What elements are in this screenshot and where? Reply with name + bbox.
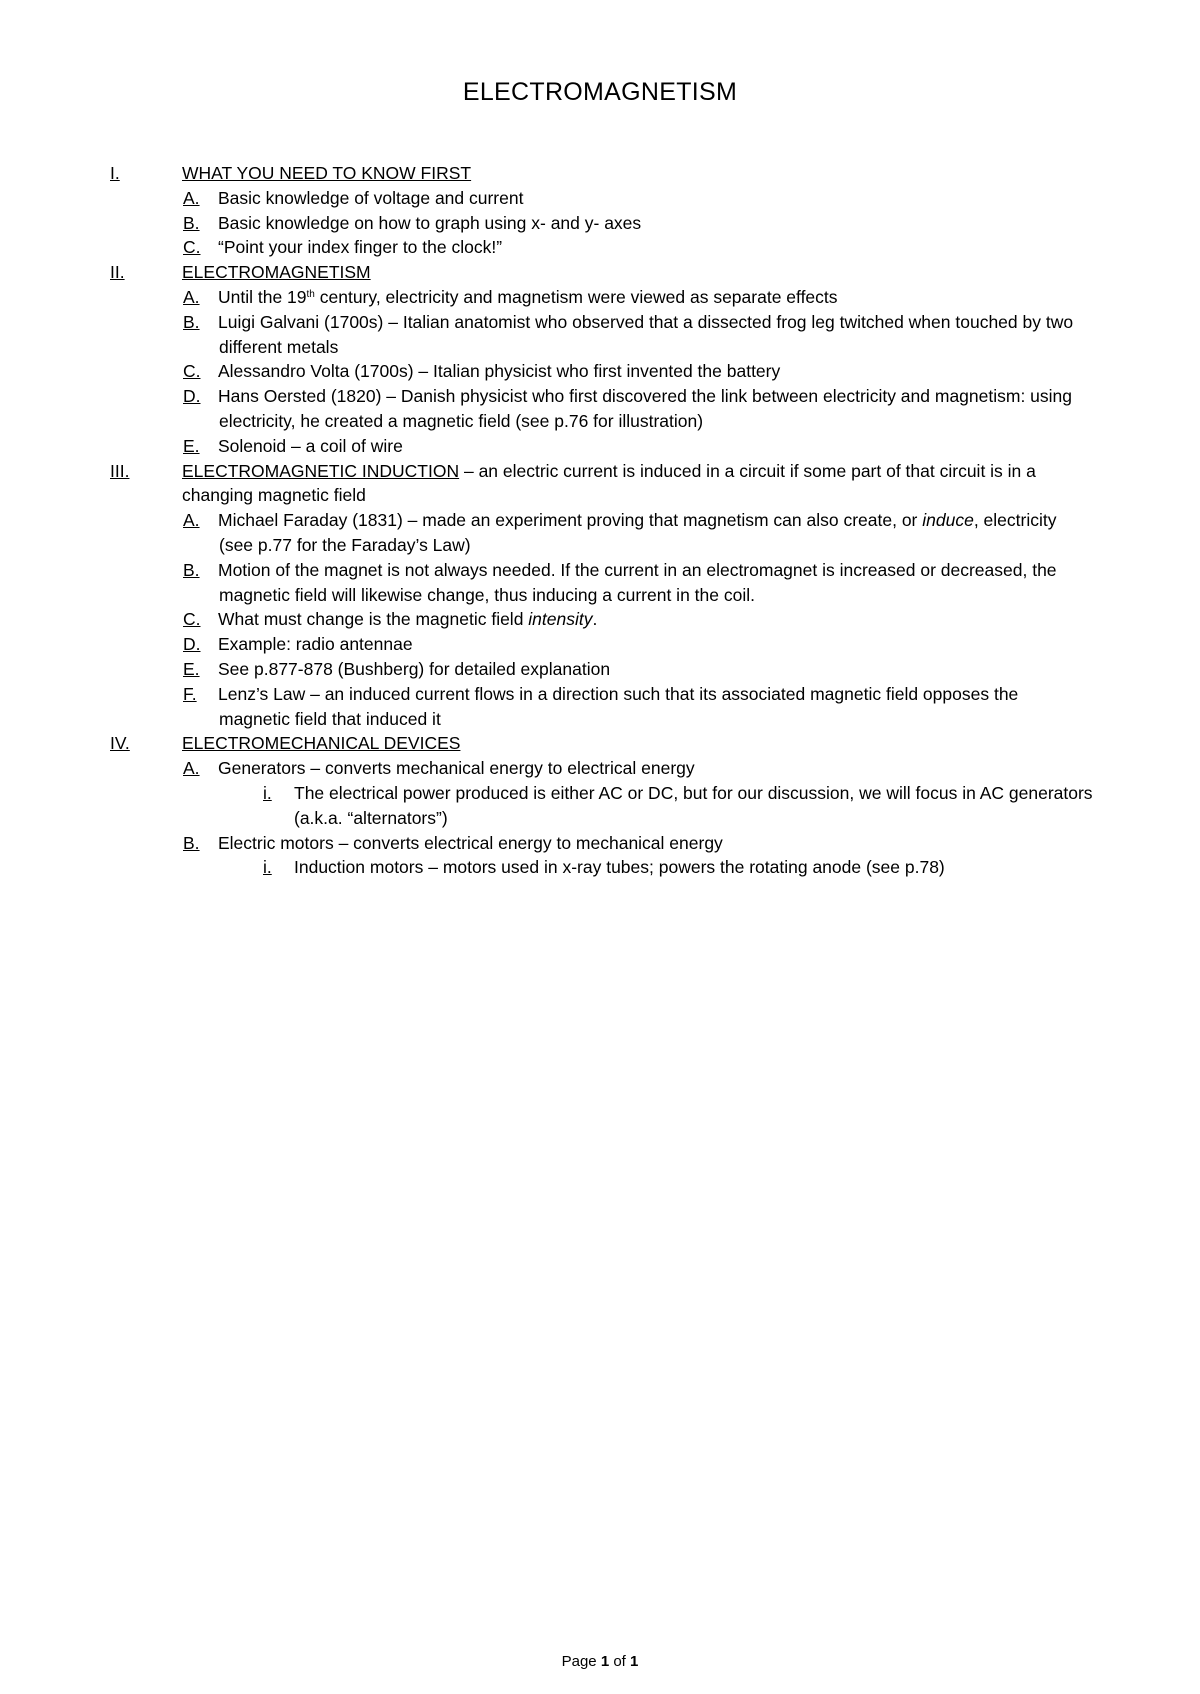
item-marker: A. (183, 510, 200, 531)
item-marker: E. (183, 658, 200, 679)
subitem-marker: i. (263, 782, 272, 803)
item-text: Example: radio antennae (218, 634, 413, 655)
item-text: Electric motors – converts electrical energy to mechanical energy (218, 832, 723, 853)
item-text: Motion of the magnet is not always needed. If the current in an electromagnet is increased or decreased, the (218, 559, 1057, 580)
item-italic: intensity (528, 609, 593, 630)
section-numeral: III. (110, 460, 130, 481)
item-superscript: th (306, 288, 315, 300)
item-marker: A. (183, 758, 200, 779)
item-text: Luigi Galvani (1700s) – Italian anatomist who observed that a dissected frog leg twitched when touched by two (218, 311, 1074, 332)
item-text: Generators – converts mechanical energy to electrical energy (218, 758, 695, 779)
list-item (0, 558, 1200, 583)
sub-list-item-continuation (0, 806, 1200, 831)
item-marker: D. (183, 634, 201, 655)
sub-list-item (0, 855, 1200, 880)
list-item (0, 310, 1200, 335)
list-item-continuation (0, 583, 1200, 608)
section-title-rest: – an electric current is induced in a circuit if some part of that circuit is in a (459, 460, 1036, 481)
list-item (0, 831, 1200, 856)
item-marker: A. (183, 286, 200, 307)
subitem-text-continued: (a.k.a. “alternators”) (294, 807, 448, 828)
section-heading (0, 161, 1200, 186)
item-text: See p.877-878 (Bushberg) for detailed explanation (218, 658, 611, 679)
sub-list-item (0, 781, 1200, 806)
page-total: 1 (630, 1653, 639, 1670)
section-heading (0, 459, 1200, 484)
section-heading-continuation (0, 483, 1200, 508)
list-item (0, 682, 1200, 707)
item-text-continued: (see p.77 for the Faraday’s Law) (219, 534, 471, 555)
section-title-continued: changing magnetic field (182, 485, 366, 506)
list-item (0, 756, 1200, 781)
of-label: of (613, 1653, 626, 1670)
list-item-continuation (0, 533, 1200, 558)
list-item-continuation (0, 707, 1200, 732)
subitem-text: The electrical power produced is either AC or DC, but for our discussion, we will focus in AC generators (294, 782, 1093, 803)
list-item-continuation (0, 335, 1200, 360)
item-marker: B. (183, 212, 200, 233)
item-text-pre: Until the 19 (218, 286, 307, 307)
item-text-continued: different metals (219, 336, 339, 357)
list-item (0, 235, 1200, 260)
list-item (0, 186, 1200, 211)
section-title: ELECTROMAGNETIC INDUCTION (182, 460, 460, 481)
list-item (0, 508, 1200, 533)
item-marker: C. (183, 609, 201, 630)
item-text: Solenoid – a coil of wire (218, 435, 403, 456)
item-marker: B. (183, 311, 200, 332)
item-text-pre: What must change is the magnetic field (218, 609, 529, 630)
outline (0, 161, 1200, 880)
item-marker: C. (183, 237, 201, 258)
item-text: “Point your index finger to the clock!” (218, 237, 503, 258)
section-numeral: IV. (110, 733, 130, 754)
item-text-continued: magnetic field will likewise change, thus inducing a current in the coil. (219, 584, 755, 605)
item-marker: E. (183, 435, 200, 456)
list-item (0, 434, 1200, 459)
section-title: WHAT YOU NEED TO KNOW FIRST (182, 163, 472, 183)
list-item (0, 211, 1200, 236)
item-italic: induce (922, 510, 974, 531)
item-text: Hans Oersted (1820) – Danish physicist who first discovered the link between electricity and magnetism: using (218, 386, 1073, 407)
item-marker: B. (183, 559, 200, 580)
section-title: ELECTROMECHANICAL DEVICES (182, 733, 461, 754)
document-title: ELECTROMAGNETISM (462, 78, 738, 106)
item-text-continued: magnetic field that induced it (219, 708, 441, 729)
item-text-post: . (592, 609, 598, 630)
section-heading (0, 260, 1200, 285)
list-item (0, 384, 1200, 409)
item-text: Basic knowledge of voltage and current (218, 187, 524, 208)
subitem-text: Induction motors – motors used in x-ray tubes; powers the rotating anode (see p.78) (294, 857, 945, 878)
item-text: Lenz’s Law – an induced current flows in a direction such that its associated magnetic field opposes the (218, 683, 1019, 704)
item-marker: F. (183, 683, 197, 704)
item-marker: B. (183, 832, 200, 853)
list-item (0, 607, 1200, 632)
section-heading (0, 731, 1200, 756)
item-text: Alessandro Volta (1700s) – Italian physicist who first invented the battery (218, 361, 781, 382)
item-text-pre: Michael Faraday (1831) – made an experiment proving that magnetism can also create, or (218, 510, 923, 531)
item-marker: A. (183, 187, 200, 208)
item-marker: C. (183, 361, 201, 382)
page-label: Page (561, 1653, 597, 1670)
subitem-marker: i. (263, 857, 272, 878)
list-item (0, 632, 1200, 657)
list-item-continuation (0, 409, 1200, 434)
section-numeral: I. (110, 163, 120, 183)
page-number: 1 (600, 1653, 610, 1670)
section-title: ELECTROMAGNETISM (182, 262, 371, 283)
list-item (0, 657, 1200, 682)
item-text-continued: electricity, he created a magnetic field (see p.76 for illustration) (219, 410, 704, 431)
item-text: Basic knowledge on how to graph using x- and y- axes (218, 212, 642, 233)
list-item (0, 359, 1200, 384)
section-numeral: II. (110, 262, 125, 283)
item-text-post: century, electricity and magnetism were viewed as separate effects (314, 286, 838, 307)
item-text-post: , electricity (973, 510, 1057, 531)
item-marker: D. (183, 386, 201, 407)
page-footer (0, 1653, 1200, 1670)
list-item (0, 285, 1200, 310)
